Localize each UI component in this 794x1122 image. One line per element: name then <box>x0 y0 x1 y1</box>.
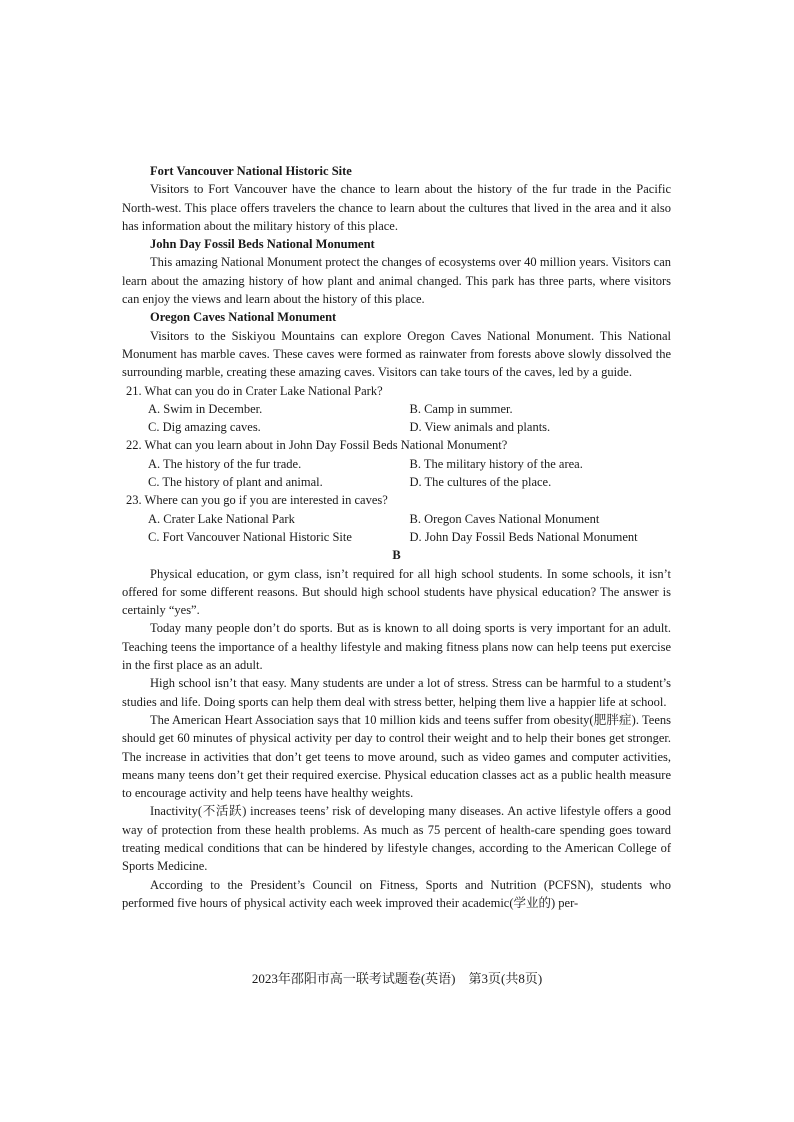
question-21: 21. What can you do in Crater Lake National Park? <box>126 383 383 398</box>
option-22-a: A. The history of the fur trade. <box>148 456 302 471</box>
site-text-john-day: This amazing National Monument protect the changes of ecosystems over 40 million years. Visitors can learn about the amazing history of how plant and animal changed. This park has three parts, where visitors can enjoy the views and learn about the history of this place. <box>122 255 671 307</box>
option-22-c: C. The history of plant and animal. <box>148 475 323 490</box>
passage-b-paragraph: The American Heart Association says that 10 million kids and teens suffer from obesity(肥胖症). Teens should get 60 minutes of physical activity per day to control their weight and to help their bones get stronger. The increase in activities that don’t get teens to move around, such as video games and computer activities, means many teens don’t get their required exercise. Physical education classes act as a public health measure to encourage activity and help teens have healthy weights. <box>122 712 671 801</box>
exam-page <box>122 162 671 912</box>
option-21-c: C. Dig amazing caves. <box>148 420 261 435</box>
page-footer: 2023年邵阳市高一联考试题卷(英语) 第3页(共8页) <box>251 971 543 986</box>
passage-b-paragraph: According to the President’s Council on Fitness, Sports and Nutrition (PCFSN), students who performed five hours of physical activity each week improved their academic(学业的) per- <box>122 877 671 910</box>
passage-b-paragraph: High school isn’t that easy. Many students are under a lot of stress. Stress can be harmful to a student’s studies and life. Doing sports can help them deal with stress better, helping them live a happier life at school. <box>122 676 671 709</box>
options-row <box>122 455 671 473</box>
option-21-d: D. View animals and plants. <box>409 420 551 435</box>
site-text-fort-vancouver: Visitors to Fort Vancouver have the chance to learn about the history of the fur trade in the Pacific North-west. This place offers travelers the chance to learn about the cultures that lived in the area and it also has information about the military history of this place. <box>122 182 671 233</box>
passage-b-paragraph: Physical education, or gym class, isn’t required for all high school students. In some schools, it isn’t offered for some different reasons. But should high school students have physical education? The answer is certainly “yes”. <box>122 566 671 618</box>
site-title-john-day: John Day Fossil Beds National Monument <box>150 237 375 252</box>
section-label-b: B <box>392 548 401 563</box>
options-row <box>122 510 671 528</box>
options-row <box>122 473 671 491</box>
options-row <box>122 400 671 418</box>
options-row <box>122 418 671 436</box>
option-21-b: B. Camp in summer. <box>409 401 513 416</box>
option-23-a: A. Crater Lake National Park <box>148 511 295 526</box>
passage-b-paragraph: Inactivity(不活跃) increases teens’ risk of developing many diseases. An active lifestyle offers a good way of protection from these health problems. As much as 75 percent of health-care spending goes toward treating medical conditions that can be hindered by lifestyle changes, according to the American College of Sports Medicine. <box>122 804 671 874</box>
options-row <box>122 528 671 546</box>
passage-b-paragraph: Today many people don’t do sports. But as is known to all doing sports is very important for an adult. Teaching teens the importance of a healthy lifestyle and making fitness plans now can help teens put exercise in the first place as an adult. <box>122 621 671 673</box>
question-23: 23. Where can you go if you are interested in caves? <box>126 493 388 508</box>
site-title-fort-vancouver: Fort Vancouver National Historic Site <box>150 164 352 178</box>
option-22-b: B. The military history of the area. <box>409 456 583 471</box>
option-23-d: D. John Day Fossil Beds National Monument <box>409 529 638 544</box>
site-title-oregon-caves: Oregon Caves National Monument <box>150 310 337 325</box>
question-22: 22. What can you learn about in John Day Fossil Beds National Monument? <box>126 438 508 453</box>
option-23-b: B. Oregon Caves National Monument <box>409 511 600 526</box>
option-22-d: D. The cultures of the place. <box>409 475 552 490</box>
option-23-c: C. Fort Vancouver National Historic Site <box>148 529 352 544</box>
site-text-oregon-caves: Visitors to the Siskiyou Mountains can explore Oregon Caves National Monument. This National Monument has marble caves. These caves were formed as rainwater from forests above slowly dissolved the surrounding marble, creating these amazing caves. Visitors can take tours of the caves, led by a guide. <box>122 328 671 380</box>
option-21-a: A. Swim in December. <box>148 401 263 416</box>
